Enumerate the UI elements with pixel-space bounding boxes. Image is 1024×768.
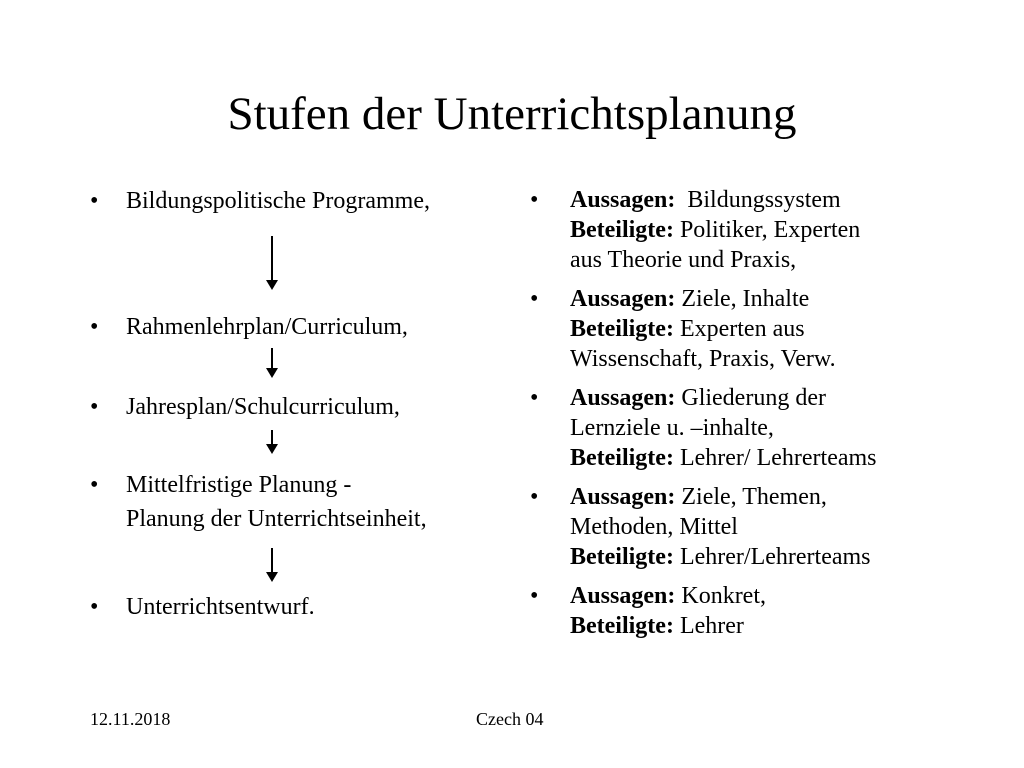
stage-label: Planung der Unterrichtseinheit, (126, 506, 427, 532)
bullet-icon: • (90, 314, 99, 340)
detail-text: Konkret, (675, 583, 767, 609)
detail-line (570, 443, 1000, 473)
stage-label: Bildungspolitische Programme, (126, 188, 430, 214)
bullet-icon: • (530, 484, 539, 510)
detail-label: Beteiligte: (570, 445, 674, 471)
right-detail-list (530, 185, 1000, 650)
detail-text: Bildungssystem (675, 187, 841, 213)
down-arrow-icon (265, 548, 279, 582)
detail-item (530, 581, 1000, 641)
bullet-icon: • (530, 187, 539, 213)
down-arrow-icon (265, 236, 279, 290)
detail-text: Ziele, Themen, (675, 484, 827, 510)
detail-line (570, 314, 1000, 344)
detail-label: Aussagen: (570, 286, 676, 312)
detail-label: Aussagen: (570, 484, 676, 510)
detail-label: Beteiligte: (570, 613, 674, 639)
stage-label: Unterrichtsentwurf. (126, 594, 315, 620)
detail-line (570, 245, 1000, 275)
detail-text: Gliederung der (675, 385, 826, 411)
bullet-icon: • (90, 594, 99, 620)
detail-text: Lehrer/Lehrerteams (673, 544, 871, 570)
detail-text: Methoden, Mittel (570, 514, 738, 540)
detail-label: Aussagen: (570, 187, 676, 213)
bullet-icon: • (530, 385, 539, 411)
stage-label: Rahmenlehrplan/Curriculum, (126, 314, 408, 340)
detail-text: Lehrer (673, 613, 744, 639)
bullet-icon: • (90, 188, 99, 214)
detail-line (570, 413, 1000, 443)
footer-author: Czech 04 (476, 709, 544, 729)
detail-line (570, 542, 1000, 572)
detail-item (530, 482, 1000, 572)
stage-label: Jahresplan/Schulcurriculum, (126, 394, 400, 420)
detail-text: Lernziele u. –inhalte, (570, 415, 774, 441)
detail-line (570, 482, 1000, 512)
detail-line (570, 215, 1000, 245)
bullet-icon: • (90, 472, 99, 498)
bullet-icon: • (530, 286, 539, 312)
detail-text: aus Theorie und Praxis, (570, 247, 797, 273)
detail-line (570, 512, 1000, 542)
detail-item (530, 383, 1000, 473)
detail-label: Beteiligte: (570, 217, 674, 243)
detail-line (570, 344, 1000, 374)
stage-label: Mittelfristige Planung - (126, 472, 352, 498)
bullet-icon: • (530, 583, 539, 609)
bullet-icon: • (90, 394, 99, 420)
detail-label: Beteiligte: (570, 316, 674, 342)
detail-item (530, 284, 1000, 374)
footer-date: 12.11.2018 (90, 709, 171, 729)
down-arrow-icon (265, 430, 279, 454)
detail-line (570, 284, 1000, 314)
detail-line (570, 611, 1000, 641)
slide-title: Stufen der Unterrichtsplanung (227, 88, 797, 140)
detail-label: Aussagen: (570, 583, 676, 609)
down-arrow-icon (265, 348, 279, 378)
detail-text: Lehrer/ Lehrerteams (673, 445, 877, 471)
detail-text: Ziele, Inhalte (675, 286, 810, 312)
detail-text: Experten aus (673, 316, 805, 342)
detail-item (530, 185, 1000, 275)
detail-label: Beteiligte: (570, 544, 674, 570)
detail-line (570, 581, 1000, 611)
detail-label: Aussagen: (570, 385, 676, 411)
detail-line (570, 383, 1000, 413)
detail-text: Wissenschaft, Praxis, Verw. (570, 346, 836, 372)
detail-text: Politiker, Experten (673, 217, 861, 243)
detail-line (570, 185, 1000, 215)
